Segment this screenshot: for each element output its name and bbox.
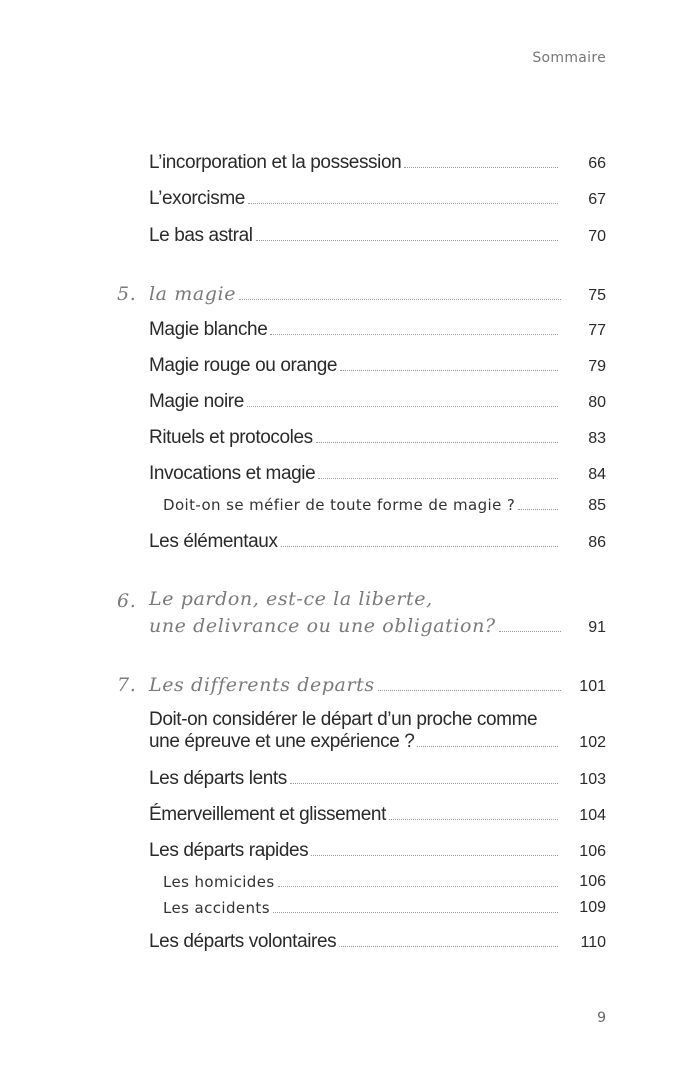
toc-subentry-page: 85 <box>588 497 606 514</box>
chapter-page: 91 <box>588 619 606 636</box>
toc-entry-title: Magie noire <box>149 391 244 412</box>
toc-subentry-page: 109 <box>579 899 606 916</box>
leader-dots <box>290 782 558 784</box>
toc-subentry-title: Les homicides <box>163 873 275 891</box>
toc-entry-title: Émerveillement et glissement <box>149 804 386 825</box>
toc-entry[interactable] <box>149 463 560 485</box>
toc-entry-page: 67 <box>588 191 606 208</box>
leader-dots <box>273 911 558 913</box>
leader-dots <box>389 818 558 820</box>
chapter-number: 6. <box>117 590 137 612</box>
toc-entry-page: 79 <box>588 358 606 375</box>
leader-dots <box>316 441 558 443</box>
leader-dots <box>256 239 558 241</box>
toc-entry[interactable] <box>149 355 560 377</box>
leader-dots <box>378 689 561 691</box>
toc-entry-page: 104 <box>579 807 606 824</box>
toc-entry-title: Les départs rapides <box>149 840 309 861</box>
toc-entry-page: 84 <box>588 466 606 483</box>
toc-entry-title: Le bas astral <box>149 225 253 246</box>
toc-subentry[interactable] <box>163 873 560 891</box>
toc-entry[interactable] <box>149 804 560 826</box>
leader-dots <box>239 298 561 300</box>
toc-entry[interactable] <box>149 427 560 449</box>
leader-dots <box>311 854 558 856</box>
toc-entry[interactable] <box>149 931 560 953</box>
toc-entry-page: 102 <box>579 734 606 751</box>
toc-entry-title: L’incorporation et la possession <box>149 152 402 173</box>
leader-dots <box>340 369 558 371</box>
chapter-title: Les differents departs <box>149 674 375 696</box>
chapter-page: 75 <box>588 287 606 304</box>
chapter-title: une delivrance ou une obligation? <box>149 615 496 637</box>
running-header: Sommaire <box>532 50 606 66</box>
toc-entry-page: 80 <box>588 394 606 411</box>
leader-dots <box>404 166 558 168</box>
toc-entry-page: 83 <box>588 430 606 447</box>
chapter-page: 101 <box>579 678 606 695</box>
toc-entry[interactable] <box>149 188 560 210</box>
toc-entry[interactable] <box>149 225 560 247</box>
toc-subentry-title: Les accidents <box>163 899 270 917</box>
toc-entry-page: 77 <box>588 322 606 339</box>
leader-dots <box>270 333 558 335</box>
toc-entry-title-line1: Doit-on considérer le départ d’un proche comme <box>149 709 538 730</box>
toc-entry-page: 106 <box>579 843 606 860</box>
toc-entry-page: 103 <box>579 771 606 788</box>
chapter-number: 7. <box>117 674 137 696</box>
chapter-number: 5. <box>117 283 137 305</box>
toc-entry-title: L’exorcisme <box>149 188 245 209</box>
toc-subentry-page: 106 <box>579 873 606 890</box>
leader-dots <box>339 945 558 947</box>
toc-entry-title: une épreuve et une expérience ? <box>149 731 415 752</box>
toc-subentry[interactable] <box>163 496 560 514</box>
toc-entry[interactable] <box>149 152 560 174</box>
toc-entry[interactable] <box>149 840 560 862</box>
toc-subentry-title: Doit-on se méfier de toute forme de magie ? <box>163 496 516 514</box>
toc-entry-page: 66 <box>588 155 606 172</box>
toc-entry[interactable] <box>149 391 560 413</box>
toc-entry-title: Magie rouge ou orange <box>149 355 338 376</box>
toc-entry[interactable] <box>149 531 560 553</box>
leader-dots <box>247 405 558 407</box>
leader-dots <box>281 545 558 547</box>
leader-dots <box>417 745 558 747</box>
leader-dots <box>278 885 558 887</box>
toc-entry-title: Les départs volontaires <box>149 931 337 952</box>
leader-dots <box>518 508 558 510</box>
chapter-title: la magie <box>149 283 237 305</box>
leader-dots <box>499 630 561 632</box>
chapter-title-line1: Le pardon, est-ce la liberte, <box>149 588 433 610</box>
leader-dots <box>248 202 558 204</box>
toc-entry-page: 86 <box>588 534 606 551</box>
toc-entry-title: Rituels et protocoles <box>149 427 313 448</box>
toc-entry-title: Les départs lents <box>149 768 287 789</box>
toc-entry-title: Magie blanche <box>149 319 268 340</box>
toc-entry-page: 110 <box>580 934 606 951</box>
toc-entry[interactable] <box>149 319 560 341</box>
toc-entry-title: Invocations et magie <box>149 463 316 484</box>
leader-dots <box>318 477 558 479</box>
toc-subentry[interactable] <box>163 899 560 917</box>
toc-entry-title: Les élémentaux <box>149 531 278 552</box>
folio-page-number: 9 <box>597 1010 606 1026</box>
toc-entry-page: 70 <box>588 228 606 245</box>
toc-entry[interactable] <box>149 768 560 790</box>
